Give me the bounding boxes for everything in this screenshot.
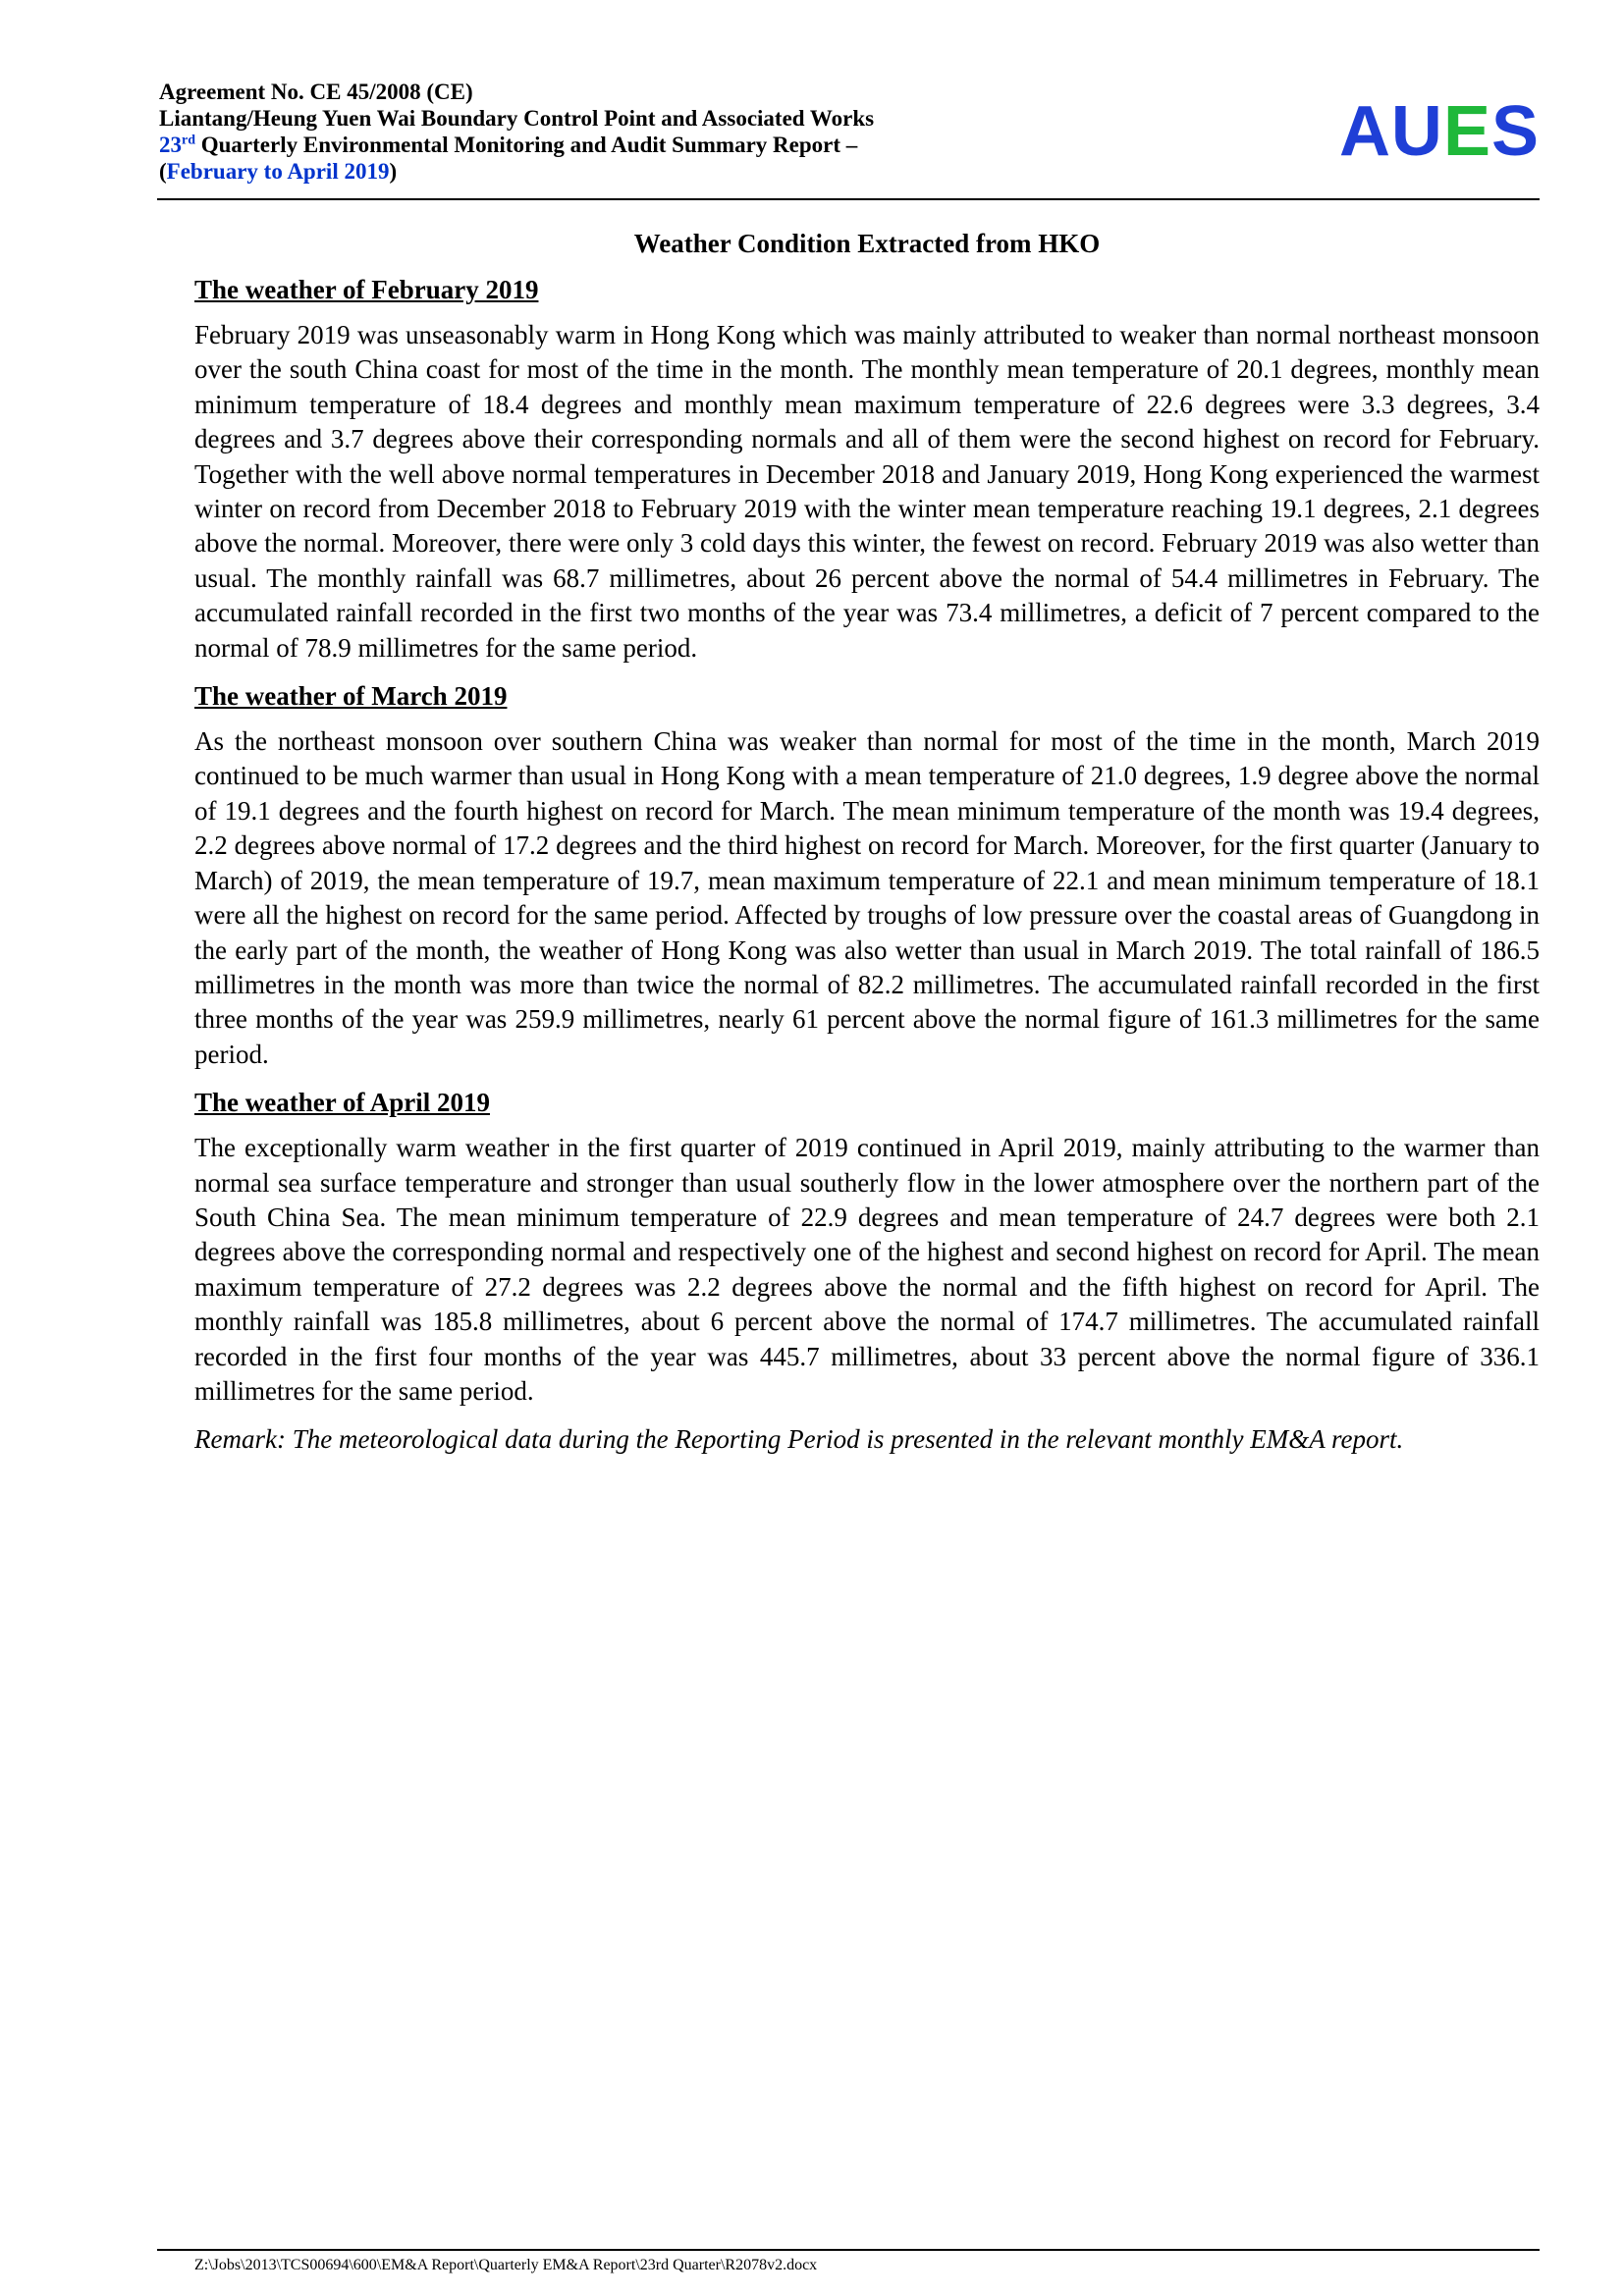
report-title	[159, 132, 874, 158]
period-text: February to April 2019	[166, 159, 390, 184]
section-body: As the northeast monsoon over southern China was weaker than normal for most of the time in the month, March 2019 continued to be much warmer than usual in Hong Kong with a mean temperature of 21.0 degrees, 1.9 degree above the normal of 19.1 degrees and the fourth highest on record for March. The mean minimum temperature of the month was 19.4 degrees, 2.2 degrees above normal of 17.2 degrees and the third highest on record for March. Moreover, for the first quarter (January to March) of 2019, the mean temperature of 19.7, mean maximum temperature of 22.1 and mean minimum temperature of 18.1 were all the highest on record for the same period. Affected by troughs of low pressure over the coastal areas of Guangdong in the early part of the month, the weather of Hong Kong was also wetter than usual in March 2019. The total rainfall of 186.5 millimetres in the month was more than twice the normal of 82.2 millimetres. The accumulated rainfall recorded in the first three months of the year was 259.9 millimetres, nearly 61 percent above the normal figure of 161.3 millimetres for the same period.	[194, 726, 1540, 1069]
section-april	[194, 1086, 1540, 1409]
section-heading: The weather of March 2019	[194, 681, 508, 712]
logo-letter-s: S	[1490, 92, 1540, 171]
header-text-block	[159, 79, 874, 185]
section-body: February 2019 was unseasonably warm in Hong Kong which was mainly attributed to weaker than normal northeast monsoon over the south China coast for most of the time in the month. The monthly mean temperature of 20.1 degrees, monthly mean minimum temperature of 18.4 degrees and monthly mean maximum temperature of 22.6 degrees were 3.3 degrees, 3.4 degrees and 3.7 degrees above their corresponding normals and all of them were the second highest on record for February. Together with the well above normal temperatures in December 2018 and January 2019, Hong Kong experienced the warmest winter on record from December 2018 to February 2019 with the winter mean temperature reaching 19.1 degrees, 2.1 degrees above the normal. Moreover, there were only 3 cold days this winter, the fewest on record. February 2019 was also wetter than usual. The monthly rainfall was 68.7 millimetres, about 26 percent above the normal of 54.4 millimetres in February. The accumulated rainfall recorded in the first two months of the year was 73.4 millimetres, a deficit of 7 percent compared to the normal of 78.9 millimetres for the same period.	[194, 320, 1540, 663]
main-content	[194, 228, 1540, 1458]
page-header	[155, 73, 1540, 198]
section-february	[194, 273, 1540, 666]
report-title-rest: Quarterly Environmental Monitoring and Audit Summary Report –	[195, 133, 858, 157]
agreement-number: Agreement No. CE 45/2008 (CE)	[159, 80, 473, 104]
aues-logo	[1338, 92, 1540, 171]
footer-file-path: Z:\Jobs\2013\TCS00694\600\EM&A Report\Quarterly EM&A Report\23rd Quarter\R2078v2.docx	[194, 2257, 818, 2273]
period-close: )	[389, 159, 398, 184]
logo-letter-e: E	[1442, 92, 1491, 171]
footer-divider	[157, 2249, 1540, 2251]
section-heading: The weather of April 2019	[194, 1088, 490, 1118]
remark-note: Remark: The meteorological data during the Reporting Period is presented in the relevant monthly EM&A report.	[194, 1424, 1404, 1455]
section-heading: The weather of February 2019	[194, 275, 539, 304]
section-body: The exceptionally warm weather in the first quarter of 2019 continued in April 2019, mainly attributing to the warmer than normal sea surface temperature and stronger than usual southerly flow in the lower atmosphere over the northern part of the South China Sea. The mean minimum temperature of 22.9 degrees and mean temperature of 24.7 degrees were both 2.1 degrees above the corresponding normal and respectively one of the highest and second highest on record for April. The mean maximum temperature of 27.2 degrees was 2.2 degrees above the normal and the fifth highest on record for April. The monthly rainfall was 185.8 millimetres, about 6 percent above the normal of 174.7 millimetres. The accumulated rainfall recorded in the first four months of the year was 445.7 millimetres, about 33 percent above the normal figure of 336.1 millimetres for the same period.	[194, 1133, 1540, 1406]
period-open: (	[159, 159, 167, 184]
logo-letters-au: AU	[1338, 92, 1443, 171]
header-divider	[157, 198, 1540, 200]
section-march	[194, 679, 1540, 1072]
reporting-period	[159, 158, 874, 185]
report-ordinal-suffix: rd	[182, 133, 195, 148]
report-ordinal-number: 23	[159, 133, 182, 157]
project-name: Liantang/Heung Yuen Wai Boundary Control Point and Associated Works	[159, 106, 875, 131]
page-title: Weather Condition Extracted from HKO	[633, 229, 1101, 258]
